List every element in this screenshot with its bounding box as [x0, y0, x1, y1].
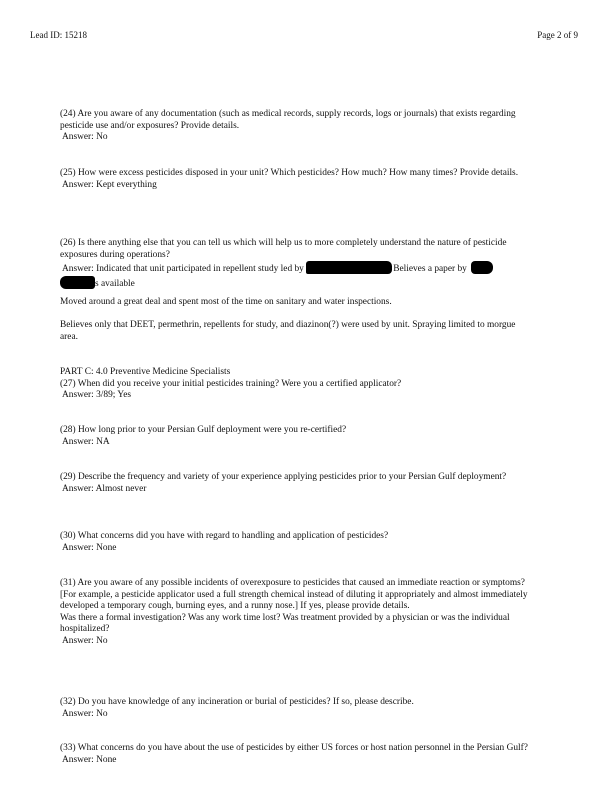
- question-24: [60, 109, 530, 144]
- answer-part: Believes a paper by: [393, 264, 467, 275]
- answer-part: s available: [95, 278, 135, 289]
- answer-text: [60, 261, 530, 276]
- answer-text: Answer: Kept everything: [62, 179, 157, 190]
- question-text: (33) What concerns do you have about the use of pesticides by either US forces or host nation personnel in the Persian Gulf?: [60, 743, 528, 753]
- answer-continuation: [60, 276, 530, 291]
- question-text: (24) Are you aware of any documentation (such as medical records, supply records, logs or journals) that exists regarding pesticide use and/or exposures? Provide details.: [60, 109, 516, 131]
- question-29: [60, 472, 530, 495]
- question-33: [60, 743, 530, 766]
- question-31: [60, 578, 530, 648]
- page-number: Page 2 of 9: [537, 30, 578, 40]
- answer-text: Answer: 3/89; Yes: [62, 390, 132, 401]
- lead-id: Lead ID: 15218: [30, 30, 87, 40]
- question-32: [60, 697, 530, 720]
- question-text: (27) When did you receive your initial pesticides training? Were you a certified applicator?: [60, 378, 402, 389]
- note-believes: Believes only that DEET, permethrin, repellents for study, and diazinon(?) were used by unit. Spraying limited to morgue area.: [60, 320, 516, 342]
- question-25: [60, 168, 530, 191]
- answer-text: Answer: No: [62, 708, 108, 719]
- section-heading: PART C: 4.0 Preventive Medicine Specialists: [60, 367, 231, 377]
- part-c-section: [60, 367, 530, 402]
- question-28: [60, 425, 530, 448]
- question-text: (25) How were excess pesticides disposed in your unit? Which pesticides? How much? How many times? Provide details.: [60, 168, 519, 178]
- question-text: (29) Describe the frequency and variety of your experience applying pesticides prior to your Persian Gulf deployment?: [60, 472, 507, 482]
- note-moved: Moved around a great deal and spent most of the time on sanitary and water inspections.: [60, 297, 392, 307]
- question-text: (26) Is there anything else that you can tell us which will help us to more completely understand the nature of pesticide exposures during operations?: [60, 238, 507, 260]
- answer-text: Answer: No: [62, 132, 108, 143]
- question-text: (32) Do you have knowledge of any incineration or burial of pesticides? If so, please describe.: [60, 697, 414, 707]
- question-text: (31) Are you aware of any possible incidents of overexposure to pesticides that caused an immediate reaction or symptoms? [For example, a pesticide applicator used a full strength chemical instead of diluting it appropriately and almost immediately developed a temporary cough, burning eyes, and a runny nose.] If yes, please provide details.: [60, 578, 528, 612]
- answer-part: Answer: Indicated that unit participated in repellent study led by: [62, 264, 304, 275]
- question-text: (28) How long prior to your Persian Gulf deployment were you re-certified?: [60, 425, 347, 435]
- followup-text: Was there a formal investigation? Was any work time lost? Was treatment provided by a physician or was the individual hospitalized?: [60, 612, 510, 635]
- question-26: [60, 238, 530, 290]
- redaction-block: [471, 261, 493, 274]
- answer-text: Answer: NA: [62, 436, 110, 447]
- question-text: (30) What concerns did you have with regard to handling and application of pesticides?: [60, 531, 389, 541]
- answer-text: Answer: No: [62, 635, 108, 646]
- answer-text: Answer: Almost never: [62, 483, 147, 494]
- answer-text: Answer: None: [62, 754, 117, 765]
- answer-text: Answer: None: [62, 542, 117, 553]
- redaction-block: [306, 261, 392, 274]
- redaction-block: [60, 276, 95, 289]
- question-30: [60, 531, 530, 554]
